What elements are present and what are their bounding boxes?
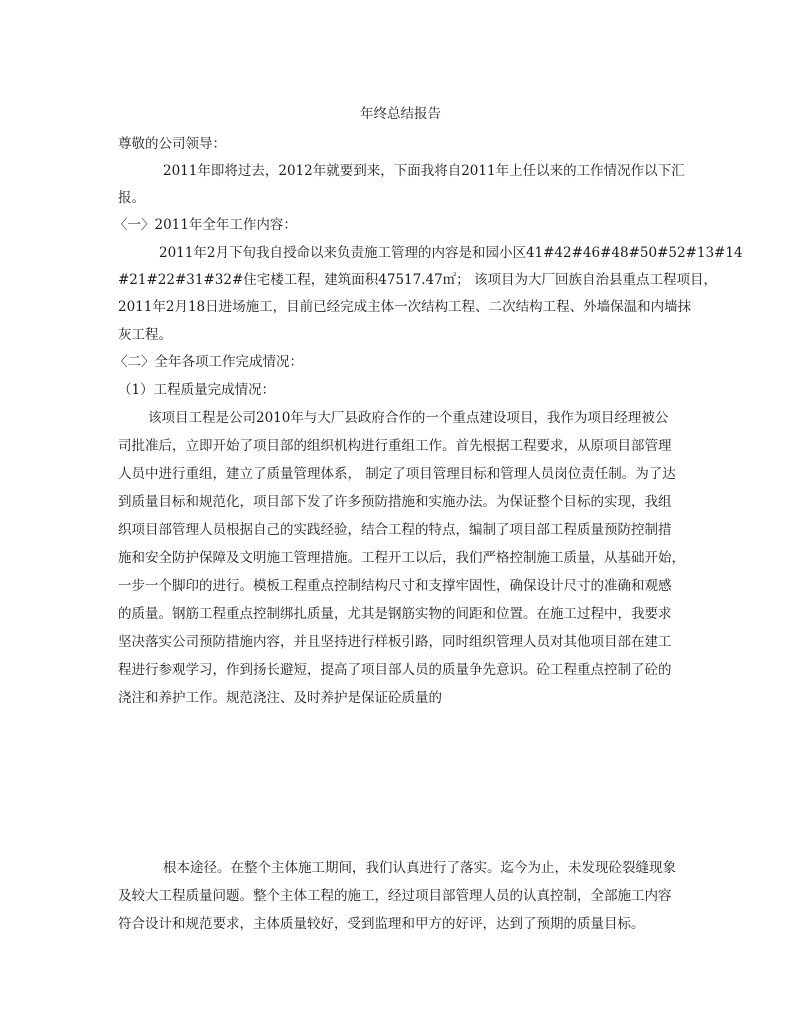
quality-line: 人员中进行重组，建立了质量管理体系， 制定了项目管理目标和管理人员岗位责任制。为了达 [118,466,676,482]
quality-line: 浇注和养护工作。规范浇注、及时养护是保证砼质量的 [118,690,442,706]
section1-line-4: 灰工程。 [118,327,172,343]
section1-line-3: 2011年2月18日进场施工，目前已经完成主体一次结构工程、二次结构工程、外墙保温和内墙抹 [118,299,692,315]
continuation-line: 根本途径。在整个主体施工期间，我们认真进行了落实。迄今为止，未发现砼裂缝现象 [163,860,676,876]
section1-line-2: #21#22#31#32#住宅楼工程，建筑面积47517.47㎡； 该项目为大厂回族自治县重点工程项目， [118,272,717,288]
salutation: 尊敬的公司领导： [118,136,226,152]
quality-line: 织项目部管理人员根据自己的实践经验，结合工程的特点，编制了项目部工程质量预防控制措 [118,522,672,538]
quality-line: 坚决落实公司预防措施内容，并且坚持进行样板引路，同时组织管理人员对其他项目部在建工 [118,634,672,650]
section1-line-1: 2011年2月下旬我自授命以来负责施工管理的内容是和园小区41#42#46#48#50#52#13#14 [159,245,743,261]
continuation-line: 及较大工程质量问题。整个主体工程的施工，经过项目部管理人员的认真控制，全部施工内容 [118,888,672,904]
section2-heading: 〈二〉全年各项工作完成情况： [114,354,303,370]
quality-line: 到质量目标和规范化，项目部下发了许多预防措施和实施办法。为保证整个目标的实现，我组 [118,494,672,510]
quality-line: 司批准后，立即开始了项目部的组织机构进行重组工作。首先根据工程要求，从原项目部管理 [118,438,672,454]
quality-line: 该项目工程是公司2010年与大厂县政府合作的一个重点建设项目，我作为项目经理被公 [148,410,669,426]
document-title: 年终总结报告 [360,106,441,122]
section1-heading: 〈一〉2011年全年工作内容： [114,217,297,233]
continuation-line: 符合设计和规范要求，主体质量较好，受到监理和甲方的好评，达到了预期的质量目标。 [118,916,645,932]
quality-line: 一步一个脚印的进行。模板工程重点控制结构尺寸和支撑牢固性，确保设计尺寸的准确和观感 [118,578,672,594]
quality-line: 的质量。钢筋工程重点控制绑扎质量，尤其是钢筋实物的间距和位置。在施工过程中，我要求 [118,606,672,622]
quality-line: 施和安全防护保障及文明施工管理措施。工程开工以后，我们严格控制施工质量，从基础开始， [118,550,685,566]
quality-line: 程进行参观学习，作到扬长避短，提高了项目部人员的质量争先意识。砼工程重点控制了砼的 [118,662,672,678]
section2-subheading: （1）工程质量完成情况： [118,382,276,398]
intro-line-2: 报。 [118,190,145,206]
intro-line-1: 2011年即将过去，2012年就要到来，下面我将自2011年上任以来的工作情况作以下汇 [163,163,685,179]
